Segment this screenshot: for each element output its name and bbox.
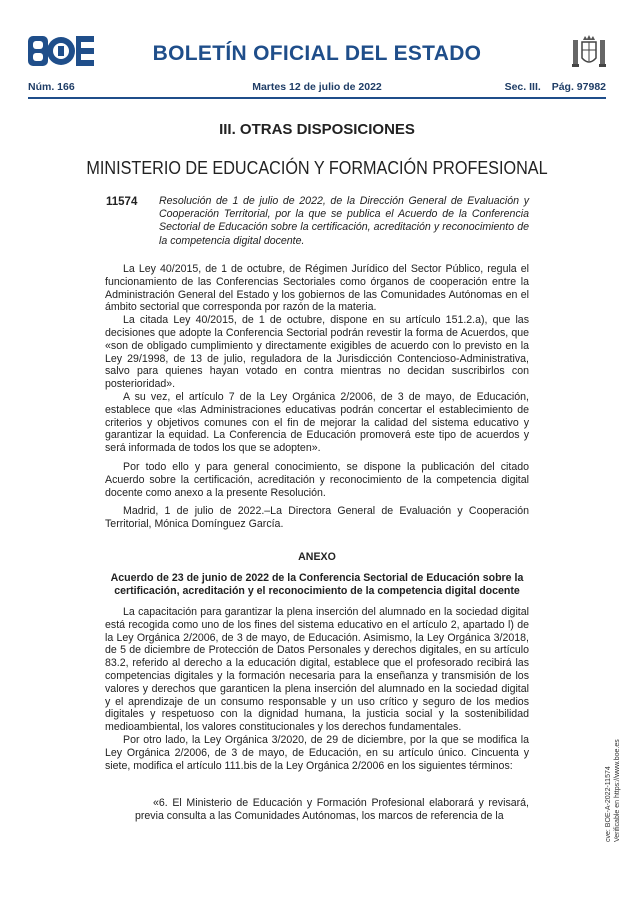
ministry-title: MINISTERIO DE EDUCACIÓN Y FORMACIÓN PROFESIONAL xyxy=(86,158,548,178)
verify-link[interactable]: Verificable en https://www.boe.es xyxy=(614,739,621,842)
resolution-number: 11574 xyxy=(106,196,138,208)
page-label: Pág. 97982 xyxy=(551,81,606,93)
quoted-text xyxy=(135,797,529,823)
section-title: III. OTRAS DISPOSICIONES xyxy=(219,121,415,138)
section-page xyxy=(497,81,606,93)
section-label: Sec. III. xyxy=(504,81,541,93)
resolution-title: Resolución de 1 de julio de 2022, de la Dirección General de Evaluación y Cooperación Territorial, por la que se publica el Acuerdo de la Conferencia Sectorial de Educación sobre la certificación, acreditación y reconocimiento de la competencia digital docente. xyxy=(159,195,529,247)
issue-number: Núm. 166 xyxy=(28,81,75,93)
signature-paragraph: Madrid, 1 de julio de 2022.–La Directora General de Evaluación y Cooperación Territorial, Mónica Domínguez García. xyxy=(105,505,529,531)
anexo-body xyxy=(105,606,529,772)
issue-date: Martes 12 de julio de 2022 xyxy=(252,81,382,93)
body-paragraph: La capacitación para garantizar la plena inserción del alumnado en la sociedad digital está recogida como uno de los fines del sistema educativo en el artículo 2, apartado l) de la Ley Orgánica 2/2006, de 3 de mayo, de Educación. Asimismo, la Ley Orgánica 3/2018, de 5 de diciembre de Protección de Datos Personales y derechos digitales, en su artículo 83.2, referido al derecho a la educación digital, establece que el profesorado recibirá las competencias digitales y la formación necesaria para la enseñanza y transmisión de los valores y derechos que garanticen la plena inserción del alumnado en la sociedad digital y el aprendizaje de un consumo responsable y un uso crítico y seguro de los medios digitales y respetuoso con la dignidad humana, la justicia social y la sostenibilidad medioambiental, los valores constitucionales y los derechos fundamentales. xyxy=(105,606,529,734)
issue-meta xyxy=(28,79,606,99)
boe-header xyxy=(28,34,606,70)
anexo-title: Acuerdo de 23 de junio de 2022 de la Conferencia Sectorial de Educación sobre la certificación, acreditación y el reconocimiento de la competencia digital docente xyxy=(110,572,524,597)
page-title: BOLETÍN OFICIAL DEL ESTADO xyxy=(152,42,482,65)
quote-paragraph: «6. El Ministerio de Educación y Formación Profesional elaborará y revisará, previa consulta a las Comunidades Autónomas, los marcos de referencia de la xyxy=(135,797,529,822)
resolution-body xyxy=(105,263,529,531)
verification-note xyxy=(604,722,624,842)
body-paragraph: Por otro lado, la Ley Orgánica 3/2020, de 29 de diciembre, por la que se modifica la Ley Orgánica 2/2006, de 3 de mayo, de Educación, en su artículo único. Cincuenta y siete, modifica el artículo 111.bis de la Ley Orgánica 2/2006 en los siguientes términos: xyxy=(105,733,529,772)
cve-label: cve: BOE-A-2022-11574 xyxy=(605,766,612,842)
body-paragraph: La Ley 40/2015, de 1 de octubre, de Régimen Jurídico del Sector Público, regula el funcionamiento de las Conferencias Sectoriales como órganos de cooperación entre la Administración General del Estado y los gobiernos de las Comunidades Autónomas en el ámbito sectorial que corresponda por razón de la materia. xyxy=(105,263,529,314)
coat-of-arms-icon xyxy=(572,34,606,70)
body-paragraph: A su vez, el artículo 7 de la Ley Orgánica 2/2006, de 3 de mayo, de Educación, establece que «las Administraciones educativas podrán concertar el establecimiento de criterios y objetivos comunes con el fin de mejorar la calidad del sistema educativo y garantizar la equidad. La Conferencia de Educación promoverá este tipo de acuerdos y será informada de todos los que se adopten». xyxy=(105,390,529,455)
anexo-heading: ANEXO xyxy=(298,551,336,563)
body-paragraph: Por todo ello y para general conocimiento, se dispone la publicación del citado Acuerdo sobre la certificación, acreditación y reconocimiento de la competencia digital docente como anexo a la presente Resolución. xyxy=(105,460,529,499)
body-paragraph: La citada Ley 40/2015, de 1 de octubre, dispone en su artículo 151.2.a), que las decisiones que adopte la Conferencia Sectorial podrán revestir la forma de Acuerdos, que «son de obligado cumplimiento y directamente exigibles de acuerdo con lo previsto en la Ley 29/1998, de 13 de julio, reguladora de la Jurisdicción Contencioso-Administrativa, salvo para quienes hayan votado en contra mientras no decidan suscribirlos con posterioridad». xyxy=(105,314,529,391)
